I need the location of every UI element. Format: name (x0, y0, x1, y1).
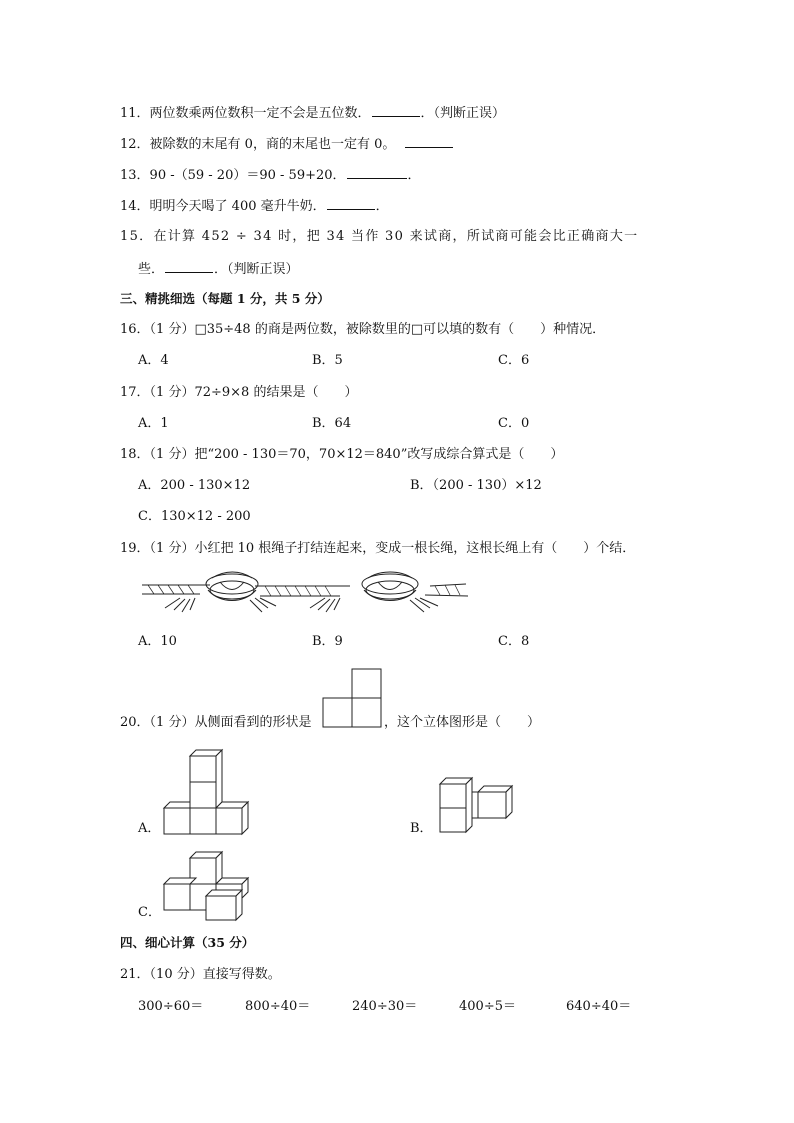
q17-option-a[interactable]: A．1 (138, 416, 169, 431)
q20-option-b[interactable]: B． (410, 821, 433, 836)
q19-option-b[interactable]: B．9 (312, 634, 343, 649)
question-15-line2 (138, 259, 299, 279)
q15-blank[interactable] (165, 259, 213, 273)
section-4-heading: 四、细心计算（35 分） (120, 935, 255, 950)
q13-blank[interactable] (347, 165, 407, 179)
q20-option-b-figure (436, 774, 518, 836)
q21-item-5[interactable]: 640÷40＝ (566, 999, 632, 1014)
question-16-stem: 16．（1 分）□35÷48 的商是两位数，被除数里的□可以填的数有（ ）种情况． (120, 322, 606, 337)
q18-option-a[interactable]: A．200 - 130×12 (138, 478, 251, 493)
rope-knots-illustration (140, 568, 470, 618)
q15-suffix: ．（判断正误） (214, 262, 299, 277)
question-17-stem: 17．（1 分）72÷9×8 的结果是（ ） (120, 385, 358, 400)
q18-option-c[interactable]: C．130×12 - 200 (138, 509, 251, 524)
side-view-shape (322, 668, 384, 730)
q12-blank[interactable] (405, 134, 453, 148)
q12-text: 12．被除数的末尾有 0，商的末尾也一定有 0。 (120, 137, 396, 152)
q11-text: 11．两位数乘两位数积一定不会是五位数． (120, 106, 371, 121)
q20-option-a[interactable]: A． (138, 821, 161, 836)
q14-blank[interactable] (327, 196, 375, 210)
q11-blank[interactable] (372, 103, 420, 117)
question-20-stem-end: ，这个立体图形是（ ） (384, 715, 541, 730)
q17-option-c[interactable]: C．0 (498, 416, 530, 431)
q20-option-c-figure (160, 850, 252, 922)
q14-text: 14．明明今天喝了 400 毫升牛奶． (120, 199, 326, 214)
q21-item-4[interactable]: 400÷5＝ (459, 999, 516, 1014)
q16-option-a[interactable]: A．4 (138, 353, 169, 368)
question-11 (120, 103, 505, 123)
q21-item-1[interactable]: 300÷60＝ (138, 999, 204, 1014)
question-18-stem: 18．（1 分）把“200 - 130＝70，70×12＝840”改写成综合算式是（ ） (120, 447, 564, 462)
q21-item-3[interactable]: 240÷30＝ (352, 999, 418, 1014)
q20-option-a-figure (160, 746, 252, 838)
q16-option-c[interactable]: C．6 (498, 353, 530, 368)
q16-option-b[interactable]: B．5 (312, 353, 343, 368)
question-15-line1: 15．在计算 452 ÷ 34 时，把 34 当作 30 来试商，所试商可能会比正确商大一 (120, 229, 639, 244)
q21-item-2[interactable]: 800÷40＝ (245, 999, 311, 1014)
q13-suffix: ． (407, 168, 421, 183)
question-13 (120, 165, 421, 185)
q20-option-c[interactable]: C． (138, 905, 161, 920)
q11-suffix: ．（判断正误） (420, 106, 506, 121)
question-14 (120, 196, 389, 216)
question-12 (120, 134, 454, 154)
q18-option-b[interactable]: B．（200 - 130）×12 (410, 478, 542, 493)
q19-option-c[interactable]: C．8 (498, 634, 530, 649)
q14-suffix: ． (375, 199, 389, 214)
section-3-heading: 三、精挑细选（每题 1 分，共 5 分） (120, 291, 330, 306)
q15-line2-start: 些． (138, 262, 165, 277)
question-21-stem: 21．（10 分）直接写得数。 (120, 967, 281, 982)
question-20-stem-start: 20．（1 分）从侧面看到的形状是 (120, 715, 312, 730)
question-19-stem: 19．（1 分）小红把 10 根绳子打结连起来，变成一根长绳，这根长绳上有（ ）个结． (120, 541, 636, 556)
q13-text: 13．90 -（59 - 20）＝90 - 59+20． (120, 168, 346, 183)
q19-option-a[interactable]: A．10 (138, 634, 177, 649)
q17-option-b[interactable]: B．64 (312, 416, 352, 431)
